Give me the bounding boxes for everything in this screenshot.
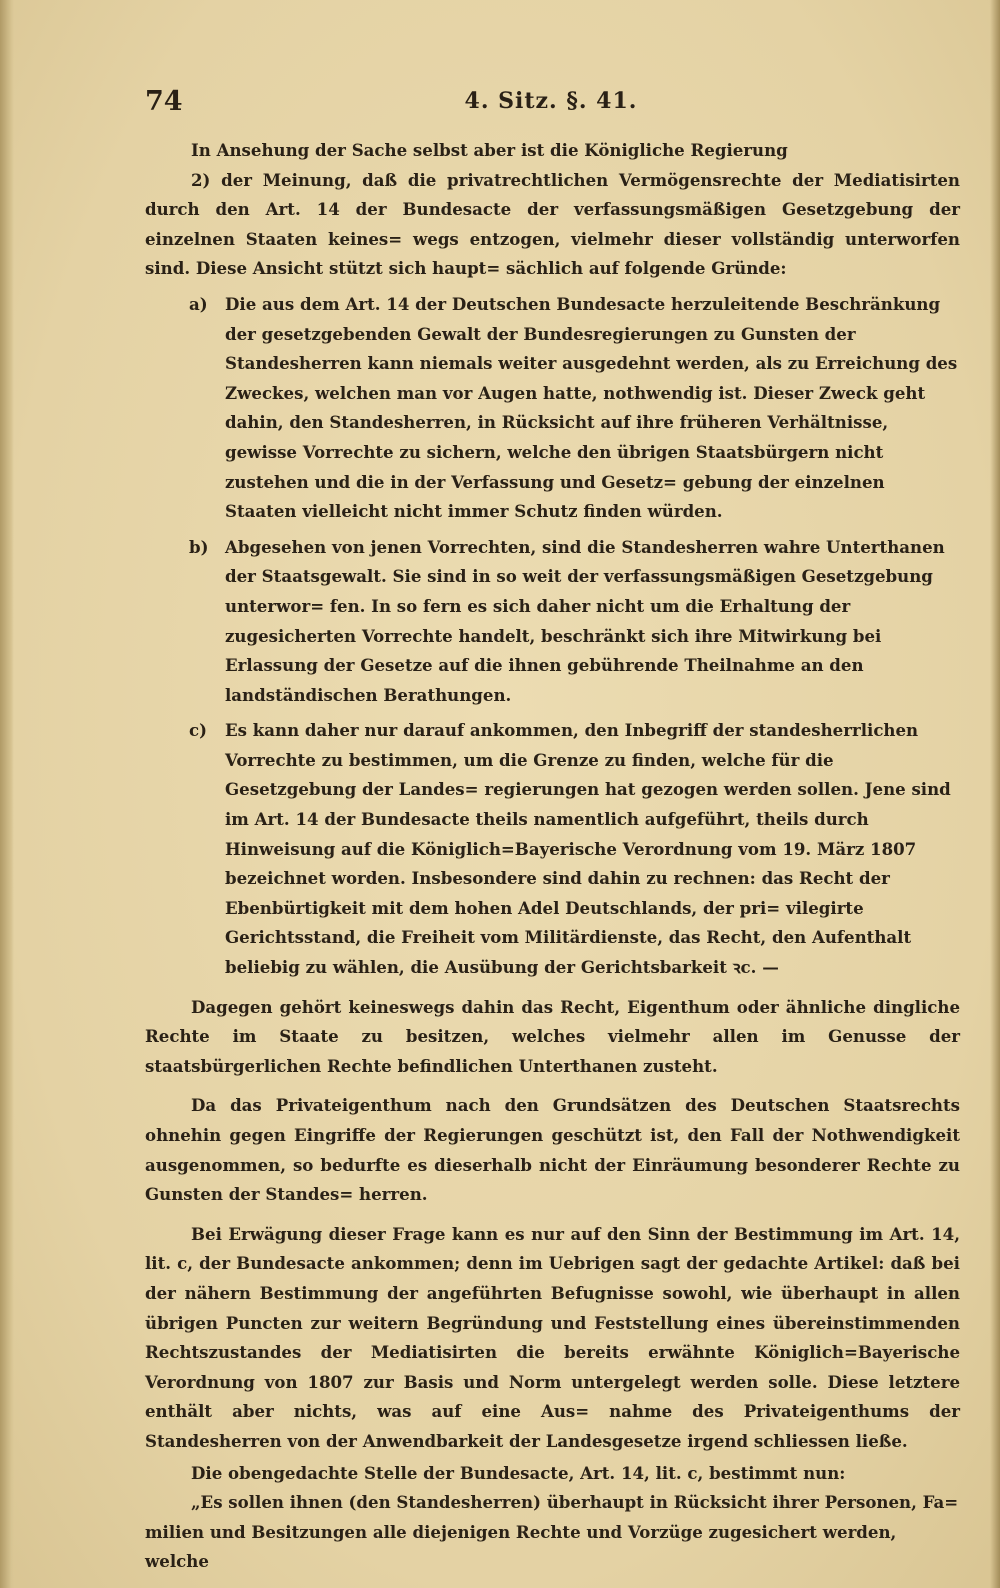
list-label-a: a): [189, 293, 208, 314]
paragraph-privateigenthum: Da das Privateigenthum nach den Grundsätzen des Deutschen Staatsrechts ohnehin gegen Eingriffe der Regierungen geschützt ist, den Fall der Nothwendigkeit ausgenommen, so bedurfte es dieserhalb nicht der Einräumung besonderer Rechte zu Gunsten der Standes= herren.: [145, 1095, 960, 1205]
list-item-b: [145, 533, 960, 711]
list-label-c: c): [189, 720, 207, 741]
page-number: 74: [145, 86, 183, 117]
paragraph-dagegen: Dagegen gehört keineswegs dahin das Recht, Eigenthum oder ähnliche dingliche Rechte im Staate zu besitzen, welches vielmehr allen im Genusse der staatsbürgerlichen Rechte befindlichen Unterthanen zusteht.: [145, 996, 960, 1076]
list-text-b: Abgesehen von jenen Vorrechten, sind die Standesherren wahre Unterthanen der Staatsgewalt. Sie sind in so weit der verfassungsmäßigen Gesetzgebung unterwor= fen. In so fern es sich daher nicht um die Erhaltung der zugesicherten Vorrechte handelt, beschränkt sich ihre Mitwirkung bei Erlassung der Gesetze auf die ihnen gebührende Theilnahme an den landständischen Berathungen.: [225, 536, 945, 705]
list-label-b: b): [189, 536, 209, 557]
paragraph-point-2: 2) der Meinung, daß die privatrechtlichen Vermögensrechte der Mediatisirten durch den Art. 14 der Bundesacte der verfassungsmäßigen Gesetzgebung der einzelnen Staaten keines= wegs entzogen, vielmehr dieser vollständig unterworfen sind. Diese Ansicht stützt sich haupt= sächlich auf folgende Gründe:: [145, 169, 960, 279]
page-edge-shadow: [990, 0, 1000, 1588]
paragraph-intro: In Ansehung der Sache selbst aber ist die Königliche Regierung: [191, 140, 788, 160]
list-text-c: Es kann daher nur darauf ankommen, den Inbegriff der standesherrlichen Vorrechte zu bestimmen, um die Grenze zu finden, welche für die Gesetzgebung der Landes= regierungen hat gezogen werden sollen. Jene sind im Art. 14 der Bundesacte theils namentlich aufgeführt, theils durch Hinweisung auf die Königlich=Bayerische Verordnung vom 19. März 1807 bezeichnet worden. Insbesondere sind dahin zu rechnen: das Recht der Ebenbürtigkeit mit dem hohen Adel Deutschlands, der pri= vilegirte Gerichtsstand, die Freiheit vom Militärdienste, das Recht, den Aufenthalt beliebig zu wählen, die Ausübung der Gerichtsbarkeit ꝛc. —: [225, 720, 951, 978]
list-item-c: [145, 716, 960, 982]
paragraph-erwaegung: Bei Erwägung dieser Frage kann es nur auf den Sinn der Bestimmung im Art. 14, lit. c, der Bundesacte ankommen; denn im Uebrigen sagt der gedachte Artikel: daß bei der nähern Bestimmung der angeführten Befugnisse sowohl, wie überhaupt in allen übrigen Puncten zur weitern Begründung und Feststellung eines übereinstimmenden Rechtszustandes der Mediatisirten die bereits erwähnte Königlich=Bayerische Verordnung von 1807 zur Basis und Norm untergelegt werden solle. Diese letztere enthält aber nichts, was auf eine Aus= nahme des Privateigenthums der Standesherren von der Anwendbarkeit der Landesgesetze irgend schliessen ließe.: [145, 1223, 960, 1451]
list-item-a: [145, 290, 960, 527]
page-header: [145, 86, 957, 126]
paragraph-stelle: Die obengedachte Stelle der Bundesacte, Art. 14, lit. c, bestimmt nun:: [191, 1462, 846, 1483]
page-binding-shadow: [0, 0, 14, 1588]
body-text: [145, 136, 960, 1577]
paragraph-quote: „Es sollen ihnen (den Standesherren) überhaupt in Rücksicht ihrer Personen, Fa= milien und Besitzungen alle diejenigen Rechte und Vorzüge zugesichert werden, welche: [145, 1492, 959, 1572]
list-text-a: Die aus dem Art. 14 der Deutschen Bundesacte herzuleitende Beschränkung der gesetzgebenden Gewalt der Bundesregierungen zu Gunsten der Standesherren kann niemals weiter ausgedehnt werden, als zu Erreichung des Zweckes, welchen man vor Augen hatte, nothwendig ist. Dieser Zweck geht dahin, den Standesherren, in Rücksicht auf ihre früheren Verhältnisse, gewisse Vorrechte zu sichern, welche den übrigen Staatsbürgern nicht zustehen und die in der Verfassung und Gesetz= gebung der einzelnen Staaten vielleicht nicht immer Schutz finden würden.: [225, 293, 958, 522]
running-title: 4. Sitz. §. 41.: [464, 88, 638, 114]
